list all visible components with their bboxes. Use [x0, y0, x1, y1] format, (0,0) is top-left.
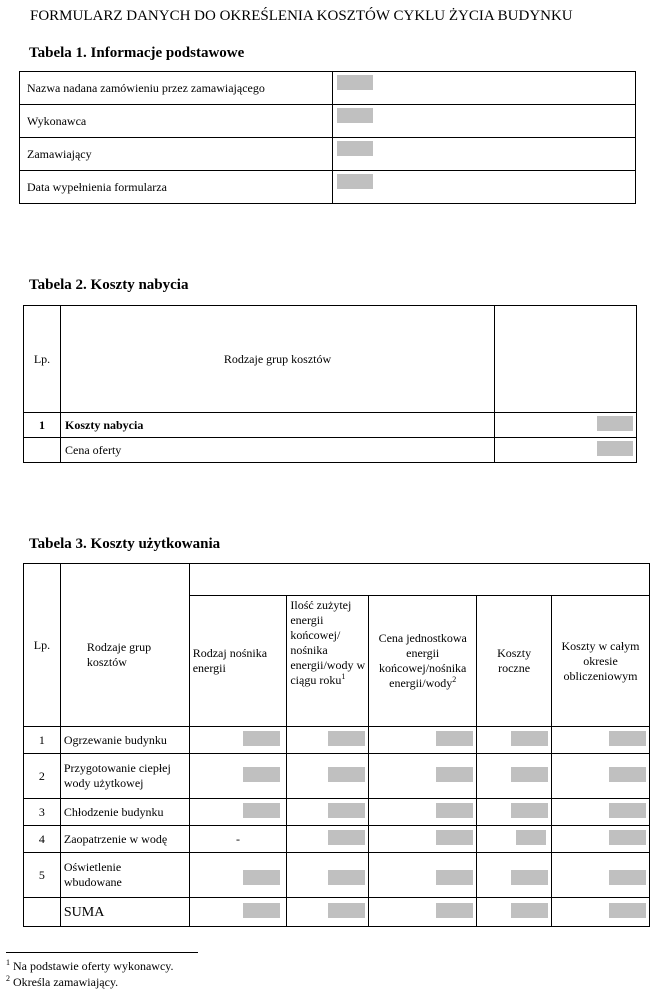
carrier-field[interactable] [189, 853, 287, 898]
total-cost-field[interactable] [552, 826, 650, 853]
input-placeholder[interactable] [243, 870, 280, 885]
row-label: Zaopatrzenie w wodę [60, 826, 189, 853]
footnote-1 [6, 959, 174, 974]
row-number [24, 898, 61, 927]
table-header-row [24, 306, 637, 413]
input-placeholder[interactable] [337, 75, 373, 90]
carrier-header: Rodzaj nośnika energii [189, 596, 287, 727]
annual-cost-sum-field[interactable] [477, 898, 552, 927]
input-placeholder[interactable] [243, 731, 280, 746]
total-cost-field[interactable] [552, 799, 650, 826]
cost-groups-header [60, 564, 189, 727]
input-placeholder[interactable] [436, 830, 473, 845]
footnote-text: Określa zamawiający. [13, 975, 119, 989]
quantity-field[interactable] [287, 826, 369, 853]
table2-heading: Tabela 2. Koszty nabycia [29, 277, 189, 293]
table-row [24, 799, 650, 826]
carrier-field[interactable] [189, 799, 287, 826]
input-placeholder[interactable] [243, 803, 280, 818]
input-placeholder[interactable] [328, 830, 365, 845]
quantity-header [287, 596, 369, 727]
order-name-field[interactable] [333, 72, 636, 105]
input-placeholder[interactable] [436, 903, 473, 918]
input-placeholder[interactable] [436, 731, 473, 746]
row-label: Ogrzewanie budynku [60, 727, 189, 754]
input-placeholder[interactable] [328, 803, 365, 818]
row-number: 5 [24, 853, 61, 898]
value-header [495, 306, 637, 413]
input-placeholder[interactable] [511, 903, 548, 918]
input-placeholder[interactable] [436, 803, 473, 818]
unit-price-field[interactable] [369, 754, 477, 799]
table-row [24, 853, 650, 898]
input-placeholder[interactable] [243, 767, 280, 782]
input-placeholder[interactable] [609, 731, 646, 746]
ordering-party-field[interactable] [333, 138, 636, 171]
table-row [20, 72, 636, 105]
unit-price-field[interactable] [369, 853, 477, 898]
input-placeholder[interactable] [328, 870, 365, 885]
input-placeholder[interactable] [609, 767, 646, 782]
sum-row [24, 898, 650, 927]
total-cost-sum-field[interactable] [552, 898, 650, 927]
cost-groups-header-text: Rodzaje grup kosztów [86, 640, 152, 669]
footnote-mark: 2 [6, 974, 10, 983]
footnote-ref: 2 [452, 675, 457, 684]
input-placeholder[interactable] [511, 767, 548, 782]
unit-price-header-text: Cena jednostkowa energii końcowej/nośnika energii/wody [378, 631, 467, 690]
sum-label: SUMA [60, 898, 189, 927]
document-title: FORMULARZ DANYCH DO OKREŚLENIA KOSZTÓW CYKLU ŻYCIA BUDYNKU [30, 8, 573, 24]
table-row [20, 171, 636, 204]
fill-date-field[interactable] [333, 171, 636, 204]
total-cost-field[interactable] [552, 853, 650, 898]
input-placeholder[interactable] [609, 903, 646, 918]
unit-price-sum-field[interactable] [369, 898, 477, 927]
quantity-field[interactable] [287, 754, 369, 799]
table-row [24, 413, 637, 438]
carrier-field[interactable] [189, 754, 287, 799]
annual-cost-field[interactable] [477, 853, 552, 898]
quantity-field[interactable] [287, 727, 369, 754]
annual-cost-field[interactable] [477, 754, 552, 799]
carrier-value: - [189, 826, 287, 853]
unit-price-field[interactable] [369, 727, 477, 754]
footnote-separator [6, 952, 198, 953]
input-placeholder[interactable] [511, 870, 548, 885]
footnote-text: Na podstawie oferty wykonawcy. [13, 959, 174, 973]
total-cost-field[interactable] [552, 754, 650, 799]
row-label: Chłodzenie budynku [60, 799, 189, 826]
table3-heading: Tabela 3. Koszty użytkowania [29, 536, 221, 552]
table-header-row [24, 564, 650, 596]
input-placeholder[interactable] [609, 830, 646, 845]
input-placeholder[interactable] [243, 903, 280, 918]
quantity-field[interactable] [287, 853, 369, 898]
carrier-field[interactable] [189, 727, 287, 754]
input-placeholder[interactable] [436, 870, 473, 885]
fill-date-label: Data wypełnienia formularza [20, 171, 333, 204]
unit-price-header [369, 596, 477, 727]
annual-cost-header: Koszty roczne [477, 596, 552, 727]
input-placeholder[interactable] [337, 141, 373, 156]
footnote-mark: 1 [6, 958, 10, 967]
quantity-sum-field[interactable] [287, 898, 369, 927]
annual-cost-field[interactable] [477, 727, 552, 754]
basic-info-table [19, 71, 636, 204]
acquisition-cost-label: Koszty nabycia [61, 413, 495, 438]
input-placeholder[interactable] [609, 803, 646, 818]
order-name-label: Nazwa nadana zamówieniu przez zamawiającego [20, 72, 333, 105]
offer-price-field[interactable] [495, 438, 637, 463]
table1-heading: Tabela 1. Informacje podstawowe [29, 45, 245, 61]
input-placeholder[interactable] [328, 731, 365, 746]
annual-cost-field[interactable] [477, 799, 552, 826]
contractor-label: Wykonawca [20, 105, 333, 138]
input-placeholder[interactable] [328, 767, 365, 782]
offer-price-label: Cena oferty [61, 438, 495, 463]
row-number [24, 438, 61, 463]
quantity-field[interactable] [287, 799, 369, 826]
row-number: 3 [24, 799, 61, 826]
unit-price-field[interactable] [369, 826, 477, 853]
lp-header: Lp. [24, 306, 61, 413]
row-number: 2 [24, 754, 61, 799]
input-placeholder[interactable] [597, 416, 633, 431]
table-row [24, 754, 650, 799]
annual-cost-field[interactable] [477, 826, 552, 853]
unit-price-field[interactable] [369, 799, 477, 826]
table-row [20, 138, 636, 171]
input-placeholder[interactable] [609, 870, 646, 885]
input-placeholder[interactable] [516, 830, 546, 845]
cost-groups-header: Rodzaje grup kosztów [61, 306, 495, 413]
acquisition-cost-table [23, 305, 637, 463]
row-label-text: Oświetlenie wbudowane [63, 860, 122, 889]
input-placeholder[interactable] [511, 803, 548, 818]
acquisition-cost-field[interactable] [495, 413, 637, 438]
table-row [20, 105, 636, 138]
input-placeholder[interactable] [436, 767, 473, 782]
row-label [60, 853, 189, 898]
row-number: 4 [24, 826, 61, 853]
input-placeholder[interactable] [597, 441, 633, 456]
row-number: 1 [24, 727, 61, 754]
row-label: Przygotowanie ciepłej wody użytkowej [60, 754, 189, 799]
input-placeholder[interactable] [337, 174, 373, 189]
input-placeholder[interactable] [337, 108, 373, 123]
lp-header: Lp. [24, 564, 61, 727]
contractor-field[interactable] [333, 105, 636, 138]
header-spacer [189, 564, 649, 596]
input-placeholder[interactable] [511, 731, 548, 746]
row-number: 1 [24, 413, 61, 438]
total-cost-header: Koszty w całym okresie obliczeniowym [552, 596, 650, 727]
ordering-party-label: Zamawiający [20, 138, 333, 171]
input-placeholder[interactable] [328, 903, 365, 918]
table-row [24, 826, 650, 853]
total-cost-field[interactable] [552, 727, 650, 754]
quantity-header-text: Ilość zużytej energii końcowej/ nośnika energii/wody w ciągu roku [290, 598, 366, 687]
table-row [24, 438, 637, 463]
footnote-2 [6, 975, 118, 990]
table-row [24, 727, 650, 754]
footnote-ref: 1 [341, 672, 346, 681]
usage-cost-table [23, 563, 650, 927]
carrier-sum-field[interactable] [189, 898, 287, 927]
